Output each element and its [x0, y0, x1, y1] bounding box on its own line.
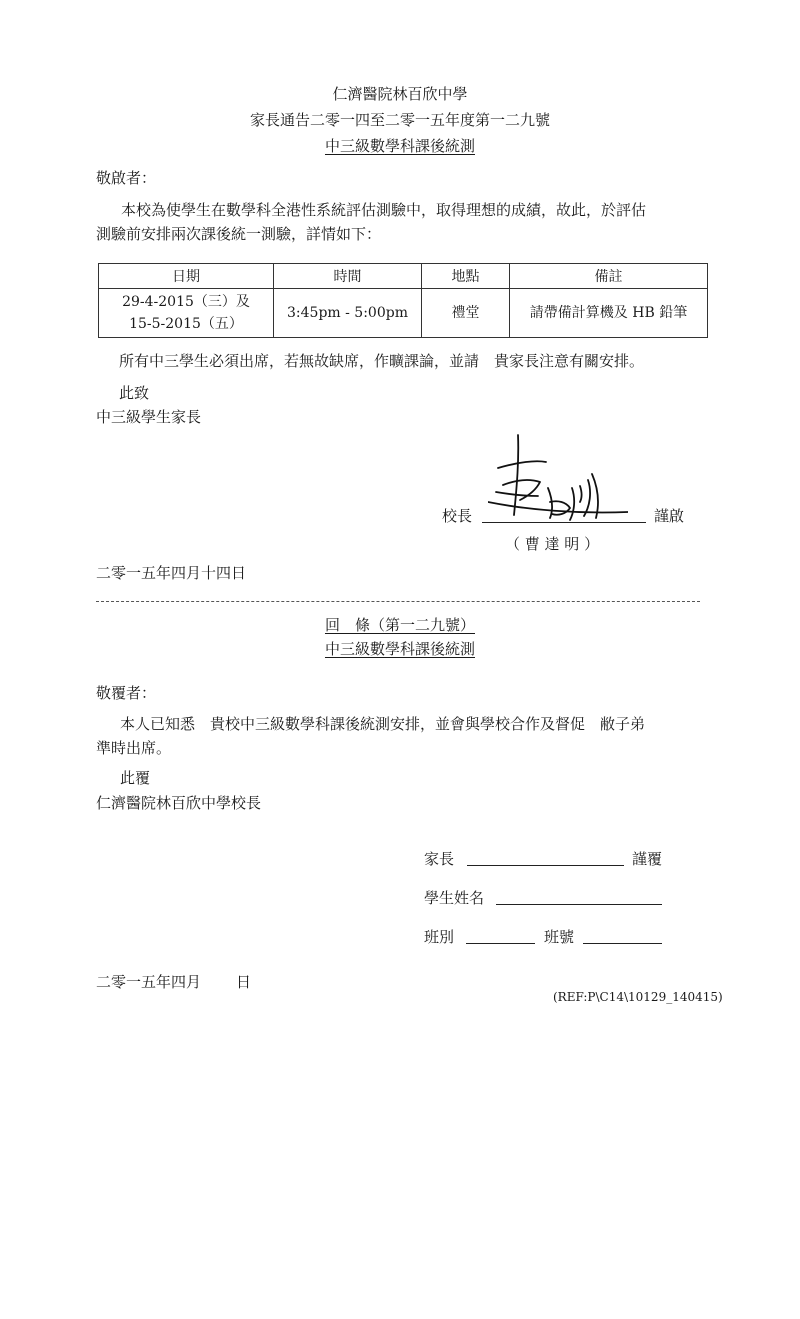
principal-signature	[488, 430, 628, 525]
letter-body-line1: 本校為使學生在數學科全港性系統評估測驗中，取得理想的成績，故此，於評估	[121, 201, 647, 219]
parent-label: 家長	[424, 850, 455, 868]
reply-salutation: 敬覆者：	[96, 684, 157, 702]
test-schedule-table	[98, 263, 708, 338]
letter-body-line2: 測驗前安排兩次課後統一測驗，詳情如下：	[96, 225, 382, 243]
table-row	[99, 289, 708, 338]
attendance-statement: 所有中三學生必須出席，若無故缺席，作曠課論，並請 貴家長注意有關安排。	[119, 352, 645, 370]
school-name: 仁濟醫院林百欣中學	[332, 85, 468, 103]
cell-date	[99, 289, 274, 338]
reply-closing: 此覆	[120, 769, 151, 787]
respectfully-text: 謹啟	[654, 507, 685, 525]
letter-salutation: 敬啟者：	[96, 169, 157, 187]
notice-number: 家長通告二零一四至二零一五年度第一二九號	[249, 111, 550, 129]
reply-recipient: 仁濟醫院林百欣中學校長	[96, 794, 262, 812]
reply-body-line2: 準時出席。	[96, 739, 172, 757]
reply-title-text: 回 條（第一二九號）	[324, 616, 475, 634]
reply-title	[0, 614, 800, 635]
cell-venue: 禮堂	[422, 289, 510, 338]
header-time: 時間	[274, 264, 422, 289]
cell-remarks: 請帶備計算機及 HB 鉛筆	[510, 289, 708, 338]
cell-time: 3:45pm - 5:00pm	[274, 289, 422, 338]
principal-signature-line	[482, 522, 646, 523]
class-field[interactable]	[466, 943, 535, 944]
reply-body-line1: 本人已知悉 貴校中三級數學科課後統測安排，並會與學校合作及督促 敝子弟	[120, 715, 646, 733]
reference-number: (REF:P\C14\10129_140415)	[553, 990, 723, 1004]
principal-label: 校長	[442, 507, 473, 525]
class-no-label: 班號	[544, 928, 575, 946]
student-name-field[interactable]	[496, 904, 662, 905]
parent-signature-field[interactable]	[467, 865, 624, 866]
notice-subject	[0, 135, 800, 156]
date-line-1: 29-4-2015（三）及	[122, 294, 250, 310]
reply-subject	[0, 638, 800, 659]
reply-word: 謹覆	[632, 850, 663, 868]
header-date: 日期	[99, 264, 274, 289]
reply-date-prefix: 二零一五年四月	[96, 973, 202, 991]
letter-closing: 此致	[119, 384, 150, 402]
principal-name: （ 曹 達 明 ）	[505, 535, 600, 553]
reply-date-suffix: 日	[236, 973, 252, 991]
class-no-field[interactable]	[583, 943, 662, 944]
table-header-row	[99, 264, 708, 289]
class-label: 班別	[424, 928, 455, 946]
reply-subject-text: 中三級數學科課後統測	[324, 640, 475, 658]
date-line-2: 15-5-2015（五）	[129, 316, 243, 332]
notice-subject-text: 中三級數學科課後統測	[324, 137, 475, 155]
student-name-label: 學生姓名	[424, 889, 485, 907]
header-remarks: 備註	[510, 264, 708, 289]
tear-off-line	[96, 601, 700, 602]
letter-date: 二零一五年四月十四日	[96, 564, 247, 582]
header-venue: 地點	[422, 264, 510, 289]
letter-recipient: 中三級學生家長	[96, 408, 202, 426]
